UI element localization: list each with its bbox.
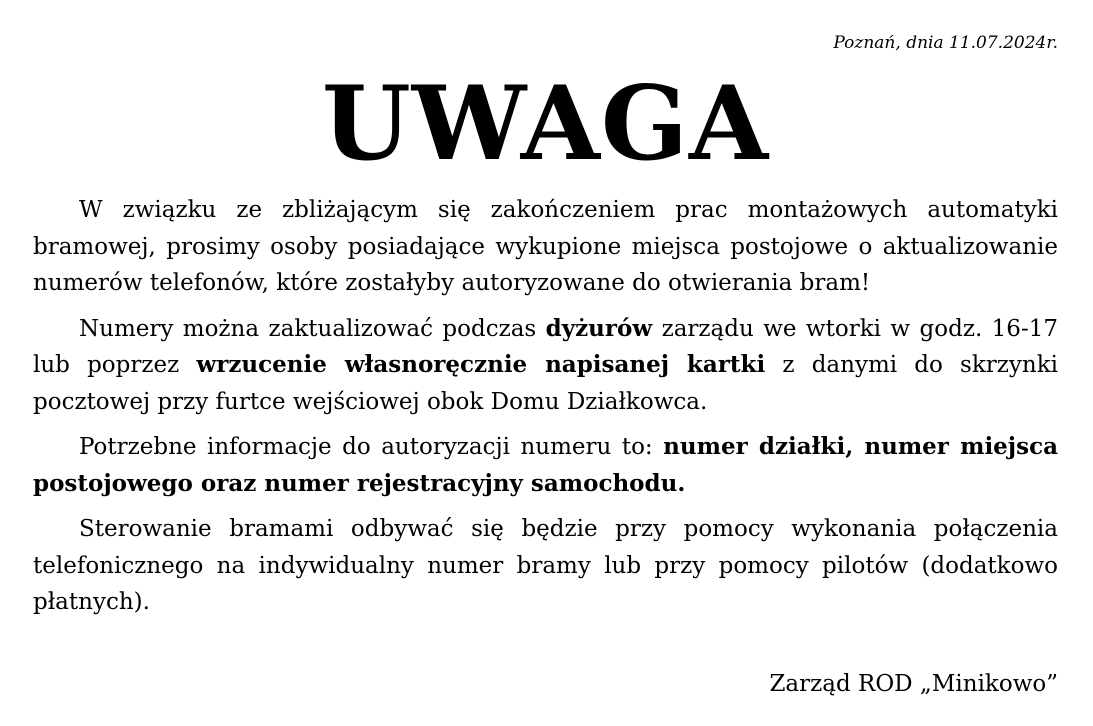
- emphasis-handwritten-note: wrzucenie własnoręcznie napisanej kartki: [196, 351, 766, 378]
- paragraph-gate-control: [33, 511, 1058, 621]
- paragraph-text: Numery można zaktualizować podczas: [79, 315, 546, 342]
- notice-date: Poznań, dnia 11.07.2024r.: [833, 33, 1058, 53]
- paragraph-text: z danymi do skrzynki pocztowej przy furtce wejściowej obok Domu Działkowca.: [33, 352, 1059, 415]
- paragraph-gate-automation: [33, 192, 1058, 302]
- emphasis-duty-hours: dyżurów: [545, 314, 653, 342]
- notice-body: [33, 192, 1058, 630]
- paragraph-text: zarządu we wtorki w godz. 16-17 lub poprzez: [33, 315, 1058, 378]
- emphasis-required-data: numer działki, numer miejsca postojowego oraz numer rejestracyjny samochodu.: [33, 433, 1058, 497]
- paragraph-text: W związku ze zbliżającym się zakończeniem prac montażowych automatyki bramowej, prosimy osoby posiadające wykupione miejsca postojowe o aktualizowanie numerów telefonów, które zostałyby autoryzowane do otwierania bram!: [33, 197, 1058, 296]
- paragraph-text: Potrzebne informacje do autoryzacji numeru to:: [79, 434, 664, 460]
- notice-signature: Zarząd ROD „Minikowo”: [769, 671, 1058, 697]
- notice-page: [33, 0, 1058, 726]
- notice-title: UWAGA: [321, 64, 770, 184]
- paragraph-how-to-update: [33, 311, 1058, 421]
- paragraph-text: Sterowanie bramami odbywać się będzie przy pomocy wykonania połączenia telefonicznego na indywidualny numer bramy lub przy pomocy pilotów (dodatkowo płatnych).: [33, 516, 1058, 615]
- paragraph-required-info: [33, 429, 1058, 502]
